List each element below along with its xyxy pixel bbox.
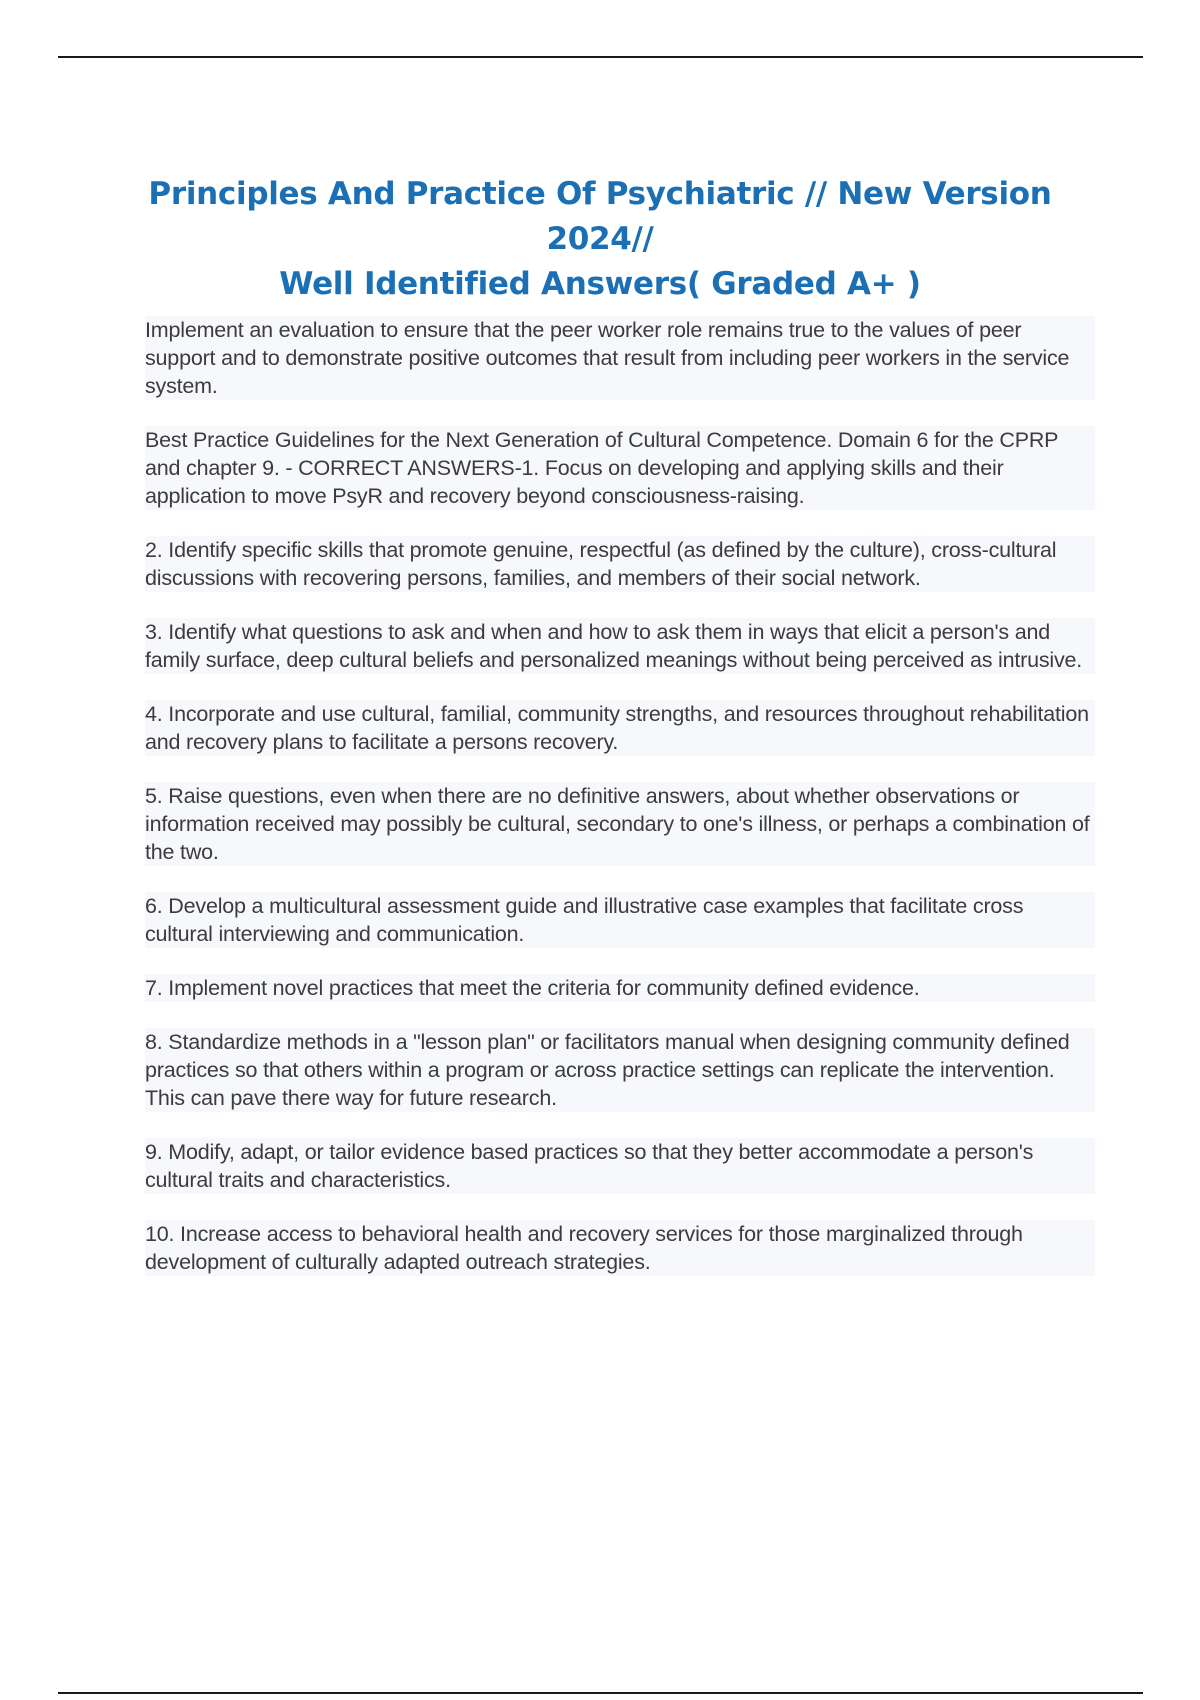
document-title bbox=[120, 172, 1080, 307]
paragraph-intro: Implement an evaluation to ensure that the peer worker role remains true to the values of peer support and to demonstrate positive outcomes that result from including peer workers in the service system. bbox=[145, 316, 1095, 400]
list-item-7: 7. Implement novel practices that meet the criteria for community defined evidence. bbox=[145, 974, 1095, 1002]
list-item-4: 4. Incorporate and use cultural, familial, community strengths, and resources throughout rehabilitation and recovery plans to facilitate a persons recovery. bbox=[145, 700, 1095, 756]
list-item-3: 3. Identify what questions to ask and when and how to ask them in ways that elicit a person's and family surface, deep cultural beliefs and personalized meanings without being perceived as intrusive. bbox=[145, 618, 1095, 674]
list-item-9: 9. Modify, adapt, or tailor evidence based practices so that they better accommodate a person's cultural traits and characteristics. bbox=[145, 1138, 1095, 1194]
list-item-2: 2. Identify specific skills that promote genuine, respectful (as defined by the culture), cross-cultural discussions with recovering persons, families, and members of their social network. bbox=[145, 536, 1095, 592]
list-item-10: 10. Increase access to behavioral health and recovery services for those marginalized through development of culturally adapted outreach strategies. bbox=[145, 1220, 1095, 1276]
list-item-6: 6. Develop a multicultural assessment guide and illustrative case examples that facilitate cross cultural interviewing and communication. bbox=[145, 892, 1095, 948]
title-line-2: Well Identified Answers( Graded A+ ) bbox=[279, 266, 921, 302]
list-item-8: 8. Standardize methods in a "lesson plan" or facilitators manual when designing community defined practices so that others within a program or across practice settings can replicate the intervention. This can pave there way for future research. bbox=[145, 1028, 1095, 1112]
list-item-5: 5. Raise questions, even when there are no definitive answers, about whether observations or information received may possibly be cultural, secondary to one's illness, or perhaps a combination of the two. bbox=[145, 782, 1095, 866]
title-line-1: Principles And Practice Of Psychiatric // New Version 2024// bbox=[148, 176, 1052, 257]
top-rule bbox=[58, 56, 1143, 58]
bottom-rule bbox=[58, 1692, 1143, 1694]
document-body bbox=[145, 316, 1095, 1302]
paragraph-guidelines: Best Practice Guidelines for the Next Generation of Cultural Competence. Domain 6 for the CPRP and chapter 9. - CORRECT ANSWERS-1. Focus on developing and applying skills and their application to move PsyR and recovery beyond consciousness-raising. bbox=[145, 426, 1095, 510]
